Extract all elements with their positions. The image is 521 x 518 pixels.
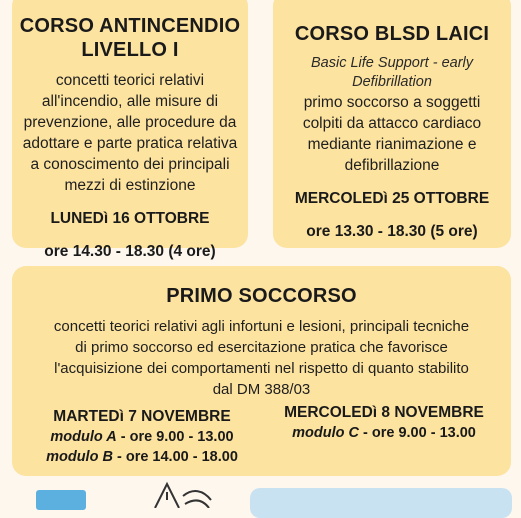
course-time: ore 13.30 - 18.30 (5 ore): [306, 223, 478, 240]
module-b: modulo B - ore 14.00 - 18.00: [46, 449, 238, 465]
course-time: ore 14.30 - 18.30 (4 ore): [44, 243, 216, 260]
info-box-fragment: [250, 488, 512, 518]
course-subtitle: Basic Life Support - early Defibrillation: [311, 55, 473, 90]
warning-icon: [145, 478, 215, 508]
course-title: PRIMO SOCCORSO: [166, 285, 357, 307]
course-description: concetti teorici relativi agli infortuni e lesioni, principali tecniche di primo soccorso ed esercitazione pratica che favorisce l'acquisizione dei comportamenti nel rispetto di quanto stabilito dal DM 388/03: [53, 318, 470, 398]
module-c: modulo C - ore 9.00 - 13.00: [292, 425, 476, 441]
course-title: CORSO BLSD LAICI: [294, 23, 490, 45]
course-title: CORSO ANTINCENDIO LIVELLO I: [19, 15, 241, 61]
session-martedi: [22, 406, 262, 467]
course-date: MERCOLEDì 25 OTTOBRE: [294, 190, 490, 207]
course-description: concetti teorici relativi all'incendio, alle misure di prevenzione, alle procedure da adottare e parte pratica relativa a conoscimento dei principali mezzi di estinzione: [22, 72, 238, 194]
session-mercoledi: [264, 402, 504, 443]
session-date: MERCOLEDì 8 NOVEMBRE: [284, 404, 484, 421]
session-date: MARTEDì 7 NOVEMBRE: [53, 408, 231, 425]
course-card-antincendio: [12, 0, 248, 260]
module-a: modulo A - ore 9.00 - 13.00: [50, 429, 234, 445]
course-date: LUNEDì 16 OTTOBRE: [50, 210, 210, 227]
course-card-primo-soccorso: [12, 266, 511, 476]
blue-banner-fragment: [36, 490, 86, 510]
course-card-blsd: [273, 0, 511, 248]
course-description: primo soccorso a soggetti colpiti da attacco cardiaco mediante rianimazione e defibrillazione: [302, 94, 482, 174]
